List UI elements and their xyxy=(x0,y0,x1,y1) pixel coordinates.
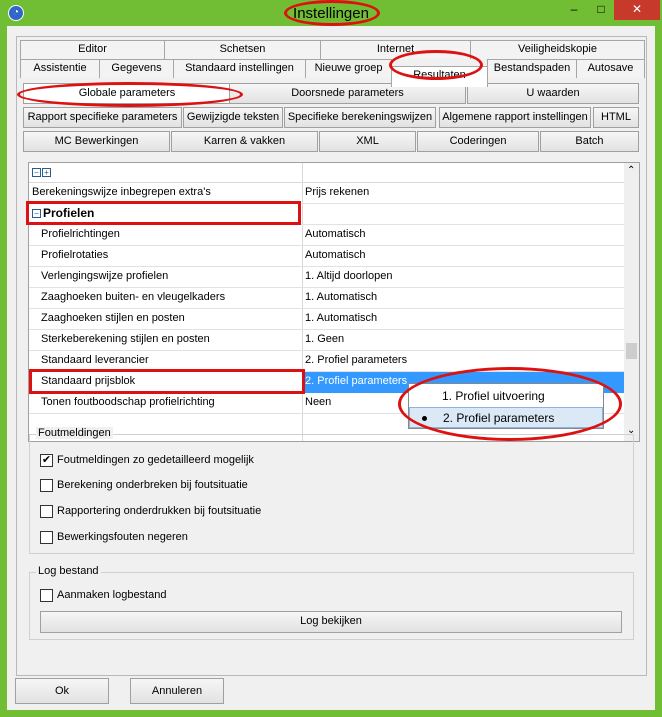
group-label: Profielen xyxy=(43,206,95,220)
grid-row-label: Profielrichtingen xyxy=(41,228,120,240)
title-bar xyxy=(0,0,662,26)
tab-resultaten[interactable]: Resultaten xyxy=(391,66,488,87)
subtab-xml[interactable]: XML xyxy=(319,131,416,152)
tab-gegevens[interactable]: Gegevens xyxy=(99,59,174,78)
scroll-thumb[interactable] xyxy=(626,343,637,359)
ok-button[interactable]: Ok xyxy=(15,678,109,704)
window-title: Instellingen xyxy=(293,5,369,22)
dropdown-option[interactable] xyxy=(409,386,603,407)
subtab-mc-bewerkingen[interactable]: MC Bewerkingen xyxy=(23,131,170,152)
grid-row-label: Berekeningswijze inbegrepen extra's xyxy=(32,186,211,198)
grid-row[interactable] xyxy=(29,330,624,351)
grid-row[interactable] xyxy=(29,225,624,246)
vertical-scrollbar[interactable] xyxy=(624,163,640,441)
subtab-html[interactable]: HTML xyxy=(593,107,639,128)
subtab-coderingen[interactable]: Coderingen xyxy=(417,131,539,152)
subtab-doorsnede-parameters[interactable]: Doorsnede parameters xyxy=(229,83,466,104)
scroll-up-icon[interactable]: ⌃ xyxy=(627,165,636,176)
grid-row-label: Tonen foutboodschap profielrichting xyxy=(41,396,215,408)
grid-row-label: Profielrotaties xyxy=(41,249,109,261)
tab-standaard-instellingen[interactable]: Standaard instellingen xyxy=(173,59,306,78)
subtab-specifieke-berekeningswijzen[interactable]: Specifieke berekeningswijzen xyxy=(284,107,436,128)
foutmeldingen-group xyxy=(29,427,634,554)
close-button[interactable]: ✕ xyxy=(614,0,660,20)
minimize-button[interactable]: – xyxy=(570,2,578,16)
grid-row-value: 1. Automatisch xyxy=(305,291,378,303)
selected-bullet-icon xyxy=(422,416,427,421)
scroll-down-icon[interactable]: ⌄ xyxy=(627,425,636,436)
grid-row[interactable] xyxy=(29,288,624,309)
grid-row-value: Automatisch xyxy=(305,249,366,261)
dropdown-option-label: 1. Profiel uitvoering xyxy=(442,389,545,403)
grid-row[interactable] xyxy=(29,267,624,288)
tab-nieuwe-groep[interactable]: Nieuwe groep xyxy=(305,59,392,78)
checkbox[interactable] xyxy=(40,479,53,492)
group-title: Foutmeldingen xyxy=(38,427,111,439)
log-bekijken-button[interactable]: Log bekijken xyxy=(40,611,622,633)
grid-row-label: Standaard prijsblok xyxy=(41,375,136,387)
checkbox-label: Berekening onderbreken bij foutsituatie xyxy=(57,479,248,491)
grid-row-value: 2. Profiel parameters xyxy=(305,354,408,366)
subtab-rapport-specifieke-parameters[interactable]: Rapport specifieke parameters xyxy=(23,107,182,128)
subtab-globale-parameters[interactable]: Globale parameters xyxy=(23,83,231,104)
tab-internet[interactable]: Internet xyxy=(320,40,471,59)
collapse-all-icon[interactable]: − xyxy=(32,168,41,177)
grid-row-value: Prijs rekenen xyxy=(305,186,370,198)
checkbox-label: Rapportering onderdrukken bij foutsituatie xyxy=(57,505,262,517)
log-group xyxy=(29,565,634,640)
checkbox-label: Aanmaken logbestand xyxy=(57,589,167,601)
tab-autosave[interactable]: Autosave xyxy=(576,59,645,78)
grid-header xyxy=(29,163,624,183)
grid-row-label: Sterkeberekening stijlen en posten xyxy=(41,333,210,345)
checkbox-label: Foutmeldingen zo gedetailleerd mogelijk xyxy=(57,454,254,466)
grid-row-label: Standaard leverancier xyxy=(41,354,149,366)
checkbox[interactable] xyxy=(40,531,53,544)
grid-row-value: Neen xyxy=(305,396,332,408)
tab-assistentie[interactable]: Assistentie xyxy=(20,59,100,78)
grid-row-value: 2. Profiel parameters xyxy=(305,375,408,387)
grid-row[interactable] xyxy=(29,309,624,330)
maximize-button[interactable]: □ xyxy=(597,2,605,16)
tab-editor[interactable]: Editor xyxy=(20,40,165,59)
checkbox-label: Bewerkingsfouten negeren xyxy=(57,531,188,543)
subtab-karren-vakken[interactable]: Karren & vakken xyxy=(171,131,318,152)
grid-row-value: Automatisch xyxy=(305,228,366,240)
grid-row-label: Verlengingswijze profielen xyxy=(41,270,169,282)
checkbox[interactable] xyxy=(40,589,53,602)
app-icon: ◔ xyxy=(8,5,24,21)
grid-row-value: 1. Geen xyxy=(305,333,345,345)
grid-row-value: 1. Automatisch xyxy=(305,312,378,324)
tab-veiligheidskopie[interactable]: Veiligheidskopie xyxy=(470,40,645,59)
group-title: Log bestand xyxy=(38,565,99,577)
dropdown-option-selected[interactable] xyxy=(409,407,603,428)
value-dropdown xyxy=(408,383,604,429)
expand-all-icon[interactable]: + xyxy=(42,168,51,177)
subtab-u-waarden[interactable]: U waarden xyxy=(467,83,639,104)
checkbox[interactable]: ✔ xyxy=(41,454,52,466)
collapse-icon[interactable]: − xyxy=(32,209,41,218)
grid-group-row[interactable] xyxy=(29,204,624,225)
grid-row[interactable] xyxy=(29,351,624,372)
checkbox[interactable] xyxy=(40,505,53,518)
subtab-gewijzigde-teksten[interactable]: Gewijzigde teksten xyxy=(183,107,283,128)
grid-row-label: Zaaghoeken stijlen en posten xyxy=(41,312,185,324)
subtab-algemene-rapport-instellingen[interactable]: Algemene rapport instellingen xyxy=(439,107,591,128)
dropdown-option-label: 2. Profiel parameters xyxy=(443,411,555,425)
tab-bestandspaden[interactable]: Bestandspaden xyxy=(487,59,577,78)
tab-schetsen[interactable]: Schetsen xyxy=(164,40,321,59)
grid-row[interactable] xyxy=(29,183,624,204)
cancel-button[interactable]: Annuleren xyxy=(130,678,224,704)
grid-row[interactable] xyxy=(29,246,624,267)
subtab-batch[interactable]: Batch xyxy=(540,131,639,152)
grid-row-label: Zaaghoeken buiten- en vleugelkaders xyxy=(41,291,226,303)
dialog-body xyxy=(7,26,655,710)
grid-row-value: 1. Altijd doorlopen xyxy=(305,270,393,282)
